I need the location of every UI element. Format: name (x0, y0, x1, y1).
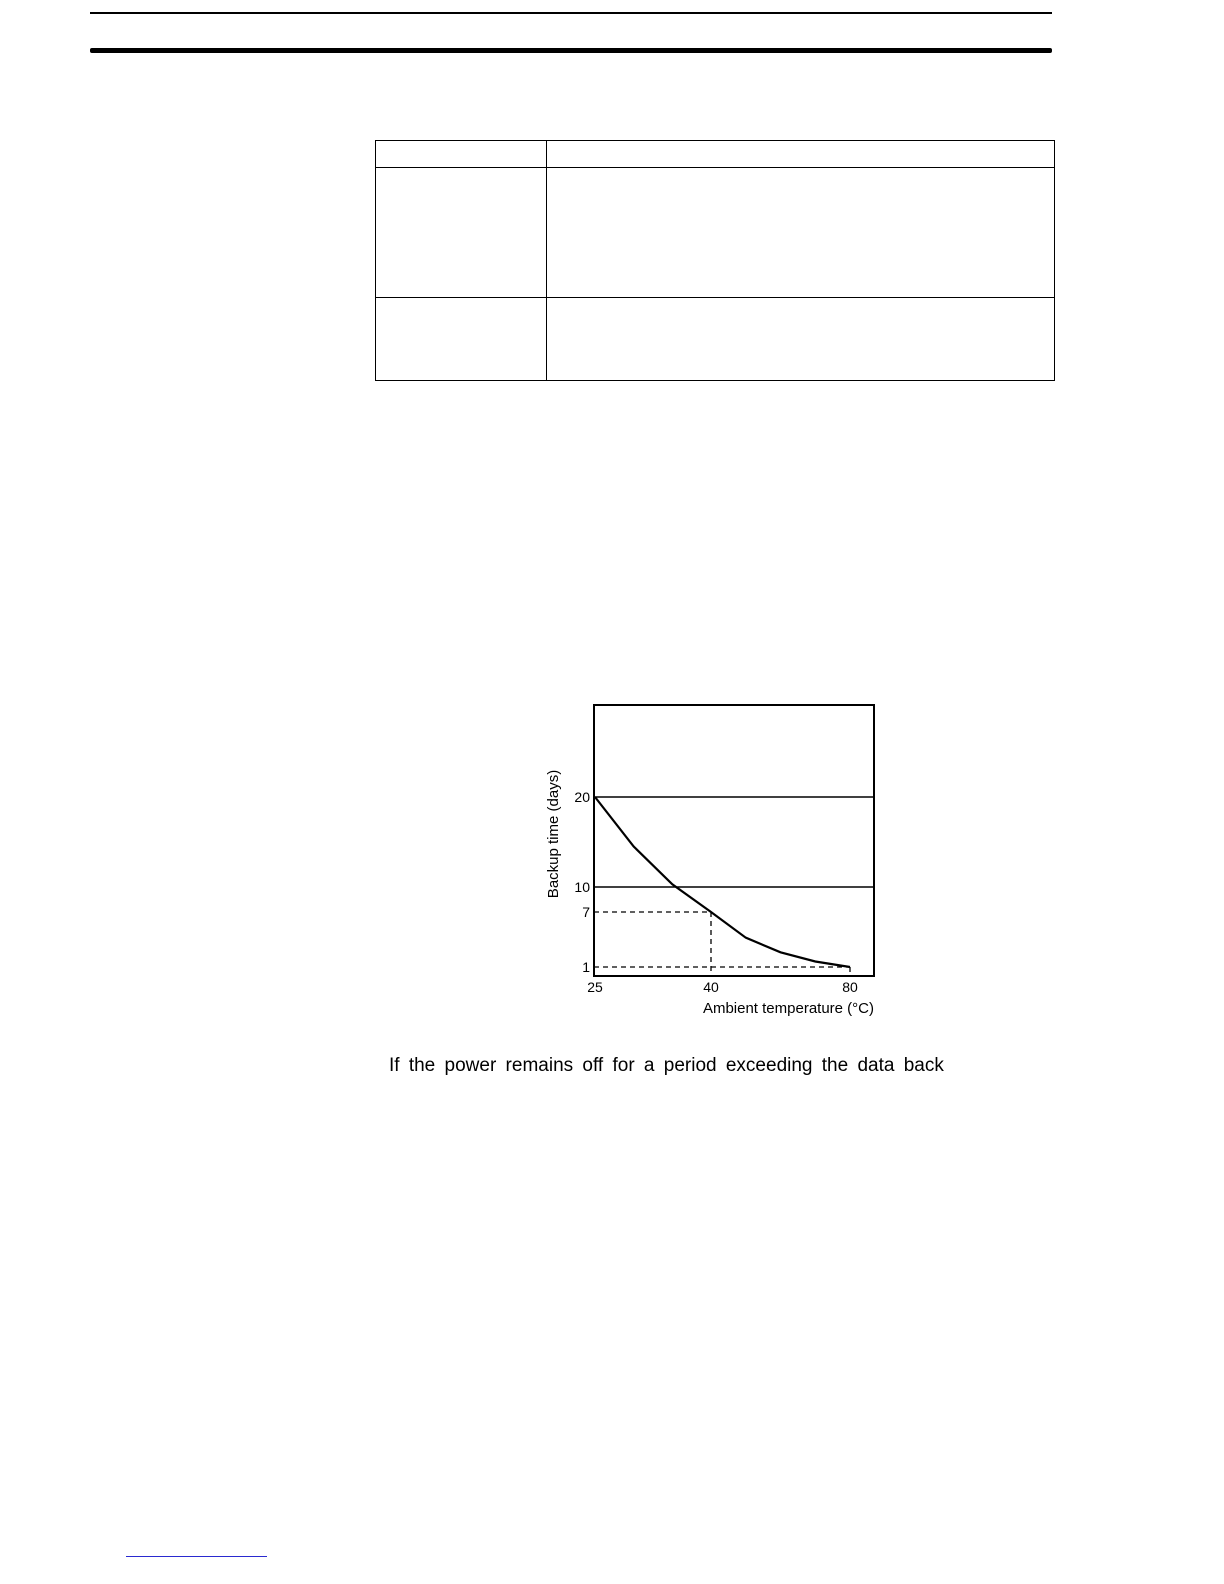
header-rule-thin (90, 12, 1052, 14)
table-cell (547, 298, 1055, 381)
series-line (595, 797, 850, 967)
x-tick-labels (587, 979, 858, 995)
x-tick-label: 40 (703, 979, 719, 995)
table-cell (376, 298, 547, 381)
table-cell (376, 168, 547, 298)
table-cell (376, 141, 547, 168)
x-axis-label: Ambient temperature (°C) (702, 1000, 874, 1017)
table-header-row (376, 141, 1055, 168)
y-tick-label: 20 (574, 789, 590, 805)
table-row (376, 168, 1055, 298)
reference-lines (594, 797, 874, 976)
table-row (376, 298, 1055, 381)
y-tick-label: 7 (582, 904, 590, 920)
spec-table (375, 140, 1055, 381)
y-tick-labels (574, 789, 590, 975)
table-cell (547, 168, 1055, 298)
plot-frame (594, 705, 874, 976)
table-cell (547, 141, 1055, 168)
chart-svg (530, 695, 890, 1025)
header-rule-thick (90, 48, 1052, 53)
x-tick-label: 80 (842, 979, 858, 995)
y-tick-label: 1 (582, 959, 590, 975)
y-axis-label: Backup time (days) (545, 769, 562, 899)
footnote-link-underline (126, 1556, 267, 1557)
body-paragraph: If the power remains off for a period exceeding the data back (389, 1055, 944, 1076)
backup-time-chart (530, 695, 890, 1025)
y-tick-label: 10 (574, 879, 590, 895)
x-tick-label: 25 (587, 979, 603, 995)
